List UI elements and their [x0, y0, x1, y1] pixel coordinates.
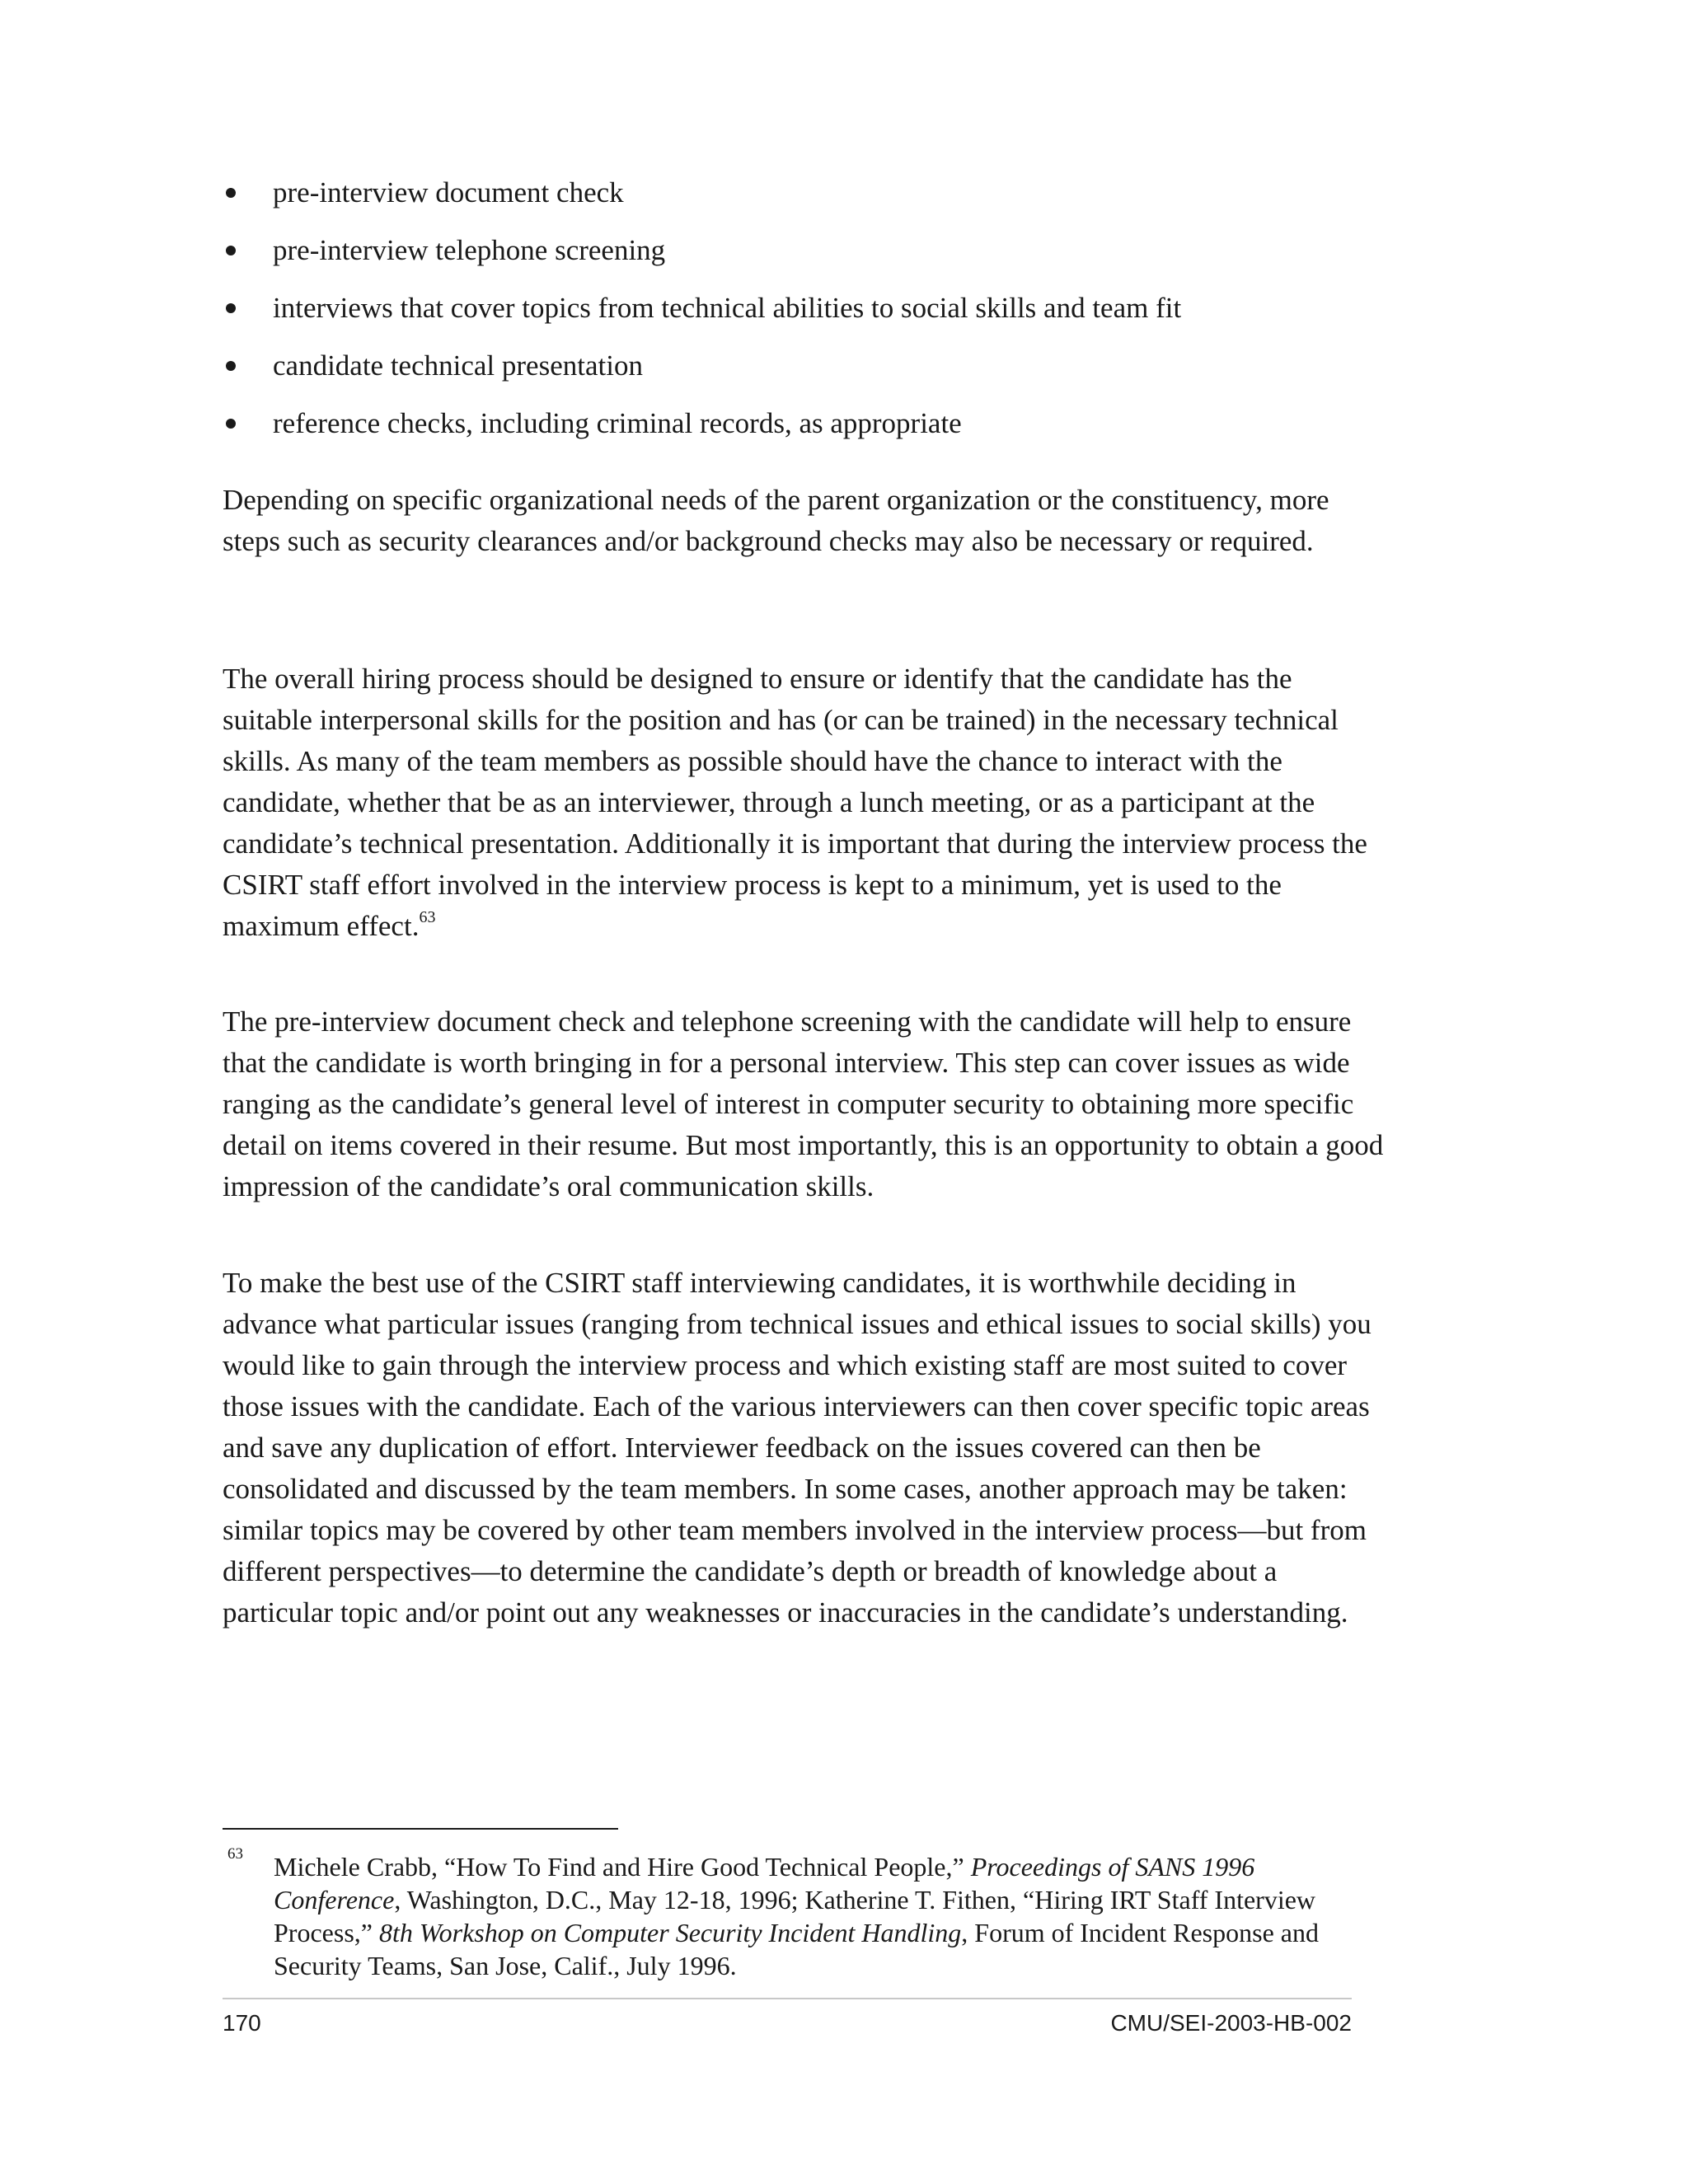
footnote-italic-title: Proceedings of SANS 1996 Conference — [274, 1852, 1255, 1915]
paragraph-hiring-process — [223, 658, 1385, 947]
list-item — [223, 232, 1376, 269]
list-item-text: interviews that cover topics from technical abilities to social skills and team fit — [273, 292, 1182, 324]
footnote-reference[interactable]: 63 — [419, 908, 436, 926]
bullet-icon — [226, 246, 236, 255]
list-item-text: pre-interview document check — [273, 176, 624, 209]
footnote-text-part: , Forum of Incident Response and Security Teams, San Jose, Calif., July 1996. — [274, 1918, 1319, 1980]
list-item-text: candidate technical presentation — [273, 349, 643, 382]
list-item — [223, 175, 1376, 211]
footnote-text — [274, 1850, 1376, 1982]
page-number: 170 — [223, 2010, 261, 2036]
list-item-text: reference checks, including criminal records, as appropriate — [273, 407, 962, 439]
bullet-icon — [226, 361, 236, 371]
bullet-icon — [226, 303, 236, 313]
list-item-text: pre-interview telephone screening — [273, 234, 666, 266]
document-id: CMU/SEI-2003-HB-002 — [1110, 2010, 1352, 2036]
list-item — [223, 348, 1376, 384]
paragraph-text: The overall hiring process should be designed to ensure or identify that the candidate has the suitable interpersonal skills for the position and has (or can be trained) in the necessary technical skills. As many of the team members as possible should have the chance to interact with the candidate, whether that be as an interviewer, through a lunch meeting, or as a participant at the candidate’s technical presentation. Additionally it is important that during the interview process the CSIRT staff effort involved in the interview process is kept to a minimum, yet is used to the maximum effect. — [223, 663, 1367, 942]
paragraph-organizational-needs: Depending on specific organizational needs of the parent organization or the constituency, more steps such as security clearances and/or background checks may also be necessary or required. — [223, 484, 1329, 557]
footnote-text-part: , Washington, D.C., May 12-18, 1996; Katherine T. Fithen, “Hiring IRT Staff Interview Process,” — [274, 1885, 1316, 1947]
list-item — [223, 290, 1376, 326]
footnote-italic-title: 8th Workshop on Computer Security Incident Handling — [378, 1918, 962, 1947]
footnote-text-part: Michele Crabb, “How To Find and Hire Good Technical People,” — [274, 1852, 971, 1882]
bullet-icon — [226, 188, 236, 198]
list-item — [223, 405, 1376, 442]
hiring-steps-list — [223, 175, 1376, 463]
paragraph-pre-interview: The pre-interview document check and telephone screening with the candidate will help to ensure that the candidate is worth bringing in for a personal interview. This step can cover issues as wide ranging as the candidate’s general level of interest in computer security to obtaining more specific detail on items covered in their resume. But most importantly, this is an opportunity to obtain a good impression of the candidate’s oral communication skills. — [223, 1005, 1384, 1202]
bullet-icon — [226, 419, 236, 429]
footer-divider — [223, 1998, 1352, 1999]
footnote-number: 63 — [227, 1845, 243, 1863]
footnote-divider — [223, 1828, 618, 1830]
footnote — [223, 1845, 1376, 1982]
paragraph-interview-staff: To make the best use of the CSIRT staff interviewing candidates, it is worthwhile deciding in advance what particular issues (ranging from technical issues and ethical issues to social skills) you would like to gain through the interview process and which existing staff are most suited to cover those issues with the candidate. Each of the various interviewers can then cover specific topic areas and save any duplication of effort. Interviewer feedback on the issues covered can then be consolidated and discussed by the team members. In some cases, another approach may be taken: similar topics may be covered by other team members involved in the interview process—but from different perspectives—to determine the candidate’s depth or breadth of knowledge about a particular topic and/or point out any weaknesses or inaccuracies in the candidate’s understanding. — [223, 1267, 1372, 1629]
